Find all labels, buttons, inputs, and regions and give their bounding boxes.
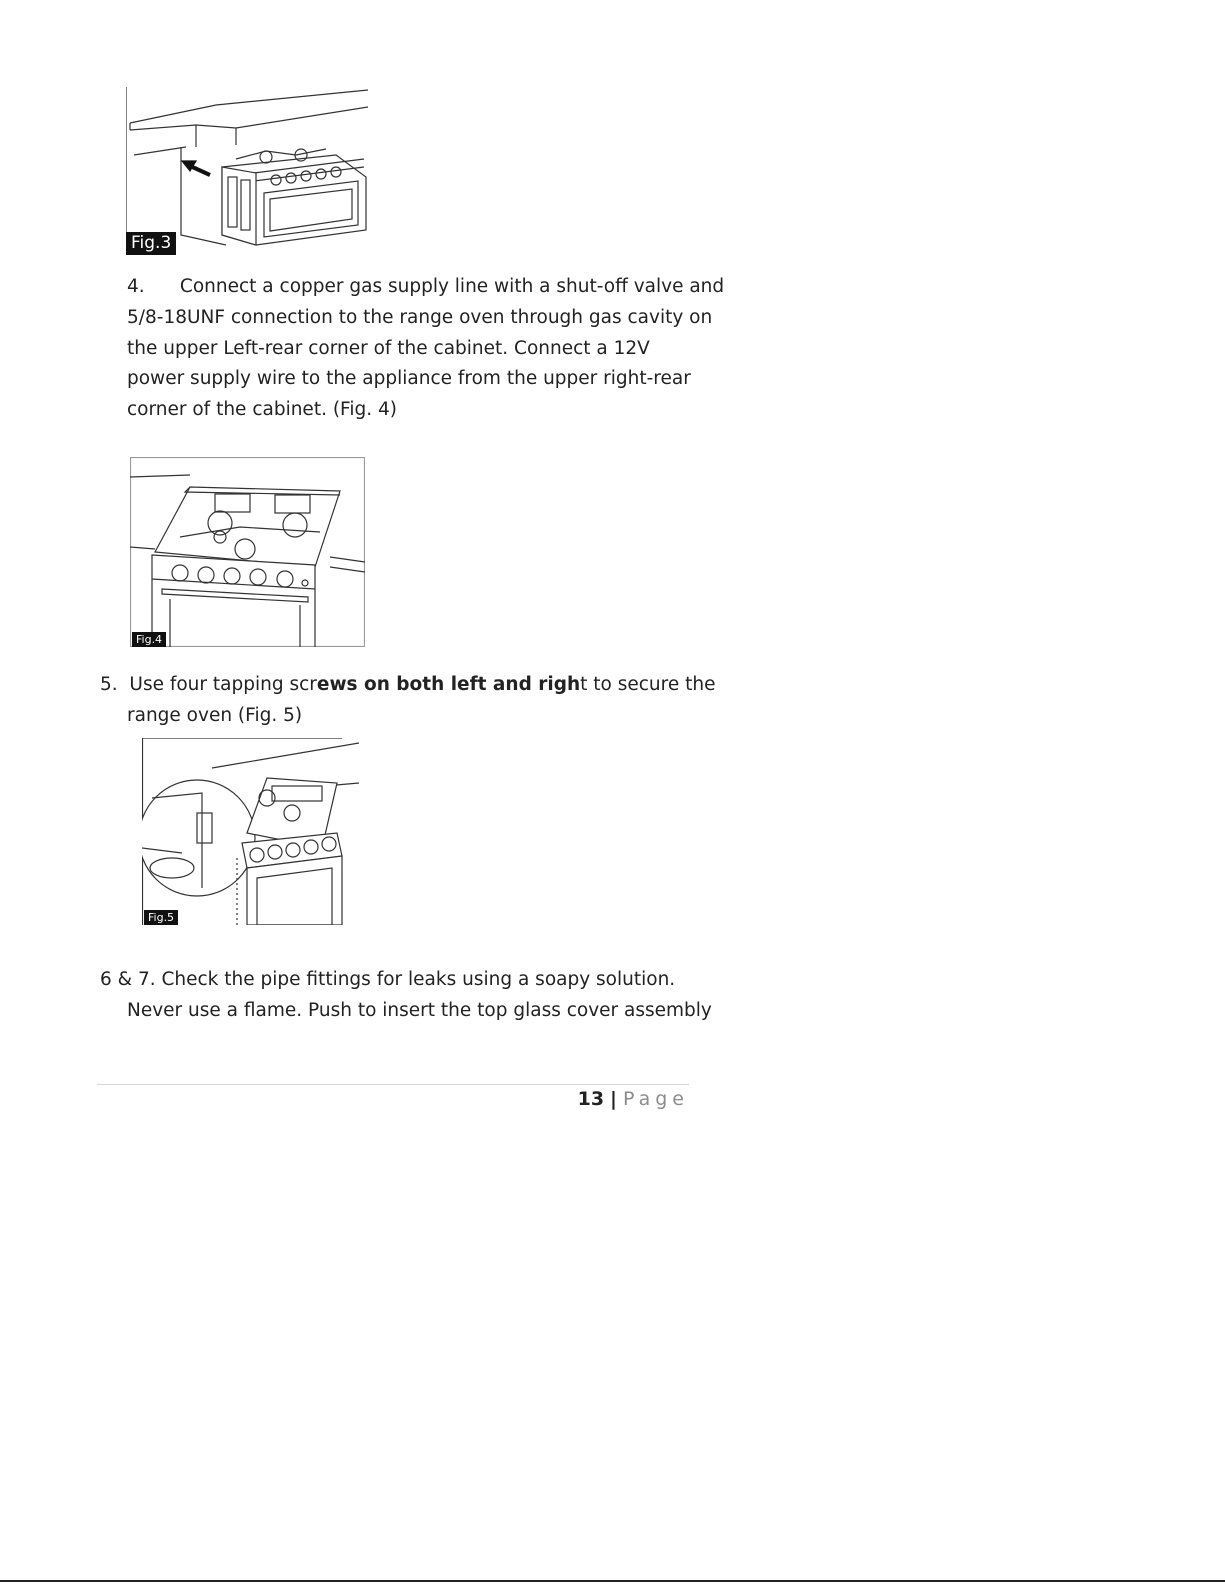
figure-4-image <box>130 457 365 647</box>
page-separator: | <box>610 1088 617 1110</box>
step-4-line: 4. Connect a copper gas supply line with a shut-off valve and <box>127 276 725 297</box>
page-bottom-border <box>0 1580 1225 1582</box>
step-6-7-line: Never use a flame. Push to insert the top glass cover assembly <box>127 999 712 1021</box>
page-footer <box>578 1088 689 1110</box>
step-5-line <box>100 670 715 701</box>
step-5-line: range oven (Fig. 5) <box>127 704 303 726</box>
footer-divider <box>97 1084 689 1085</box>
page-word: Page <box>623 1088 689 1110</box>
step-4-paragraph <box>127 272 724 426</box>
figure-4-label: Fig.4 <box>132 632 166 647</box>
step-6-7-line: 6 & 7. Check the pipe fittings for leaks using a soapy solution. <box>100 969 676 990</box>
step-5-paragraph <box>100 670 715 732</box>
step-5-text-a: 5. Use four tapping scr <box>100 674 317 695</box>
step-5-text-b: ews on both left and righ <box>316 674 581 695</box>
page-number: 13 <box>577 1088 605 1110</box>
step-4-line: 5/8-18UNF connection to the range oven through gas cavity on <box>127 306 713 328</box>
step-6-7-paragraph <box>100 965 712 1027</box>
figure-5-image <box>142 738 359 925</box>
figure-3-image <box>126 85 368 255</box>
figure-3-label: Fig.3 <box>126 232 176 255</box>
step-4-line: power supply wire to the appliance from the upper right-rear <box>127 368 691 390</box>
step-4-line: the upper Left-rear corner of the cabinet. Connect a 12V <box>127 337 650 359</box>
figure-5-label: Fig.5 <box>144 910 178 925</box>
step-4-line: corner of the cabinet. (Fig. 4) <box>127 399 397 421</box>
step-5-text-c: t to secure the <box>580 674 716 695</box>
